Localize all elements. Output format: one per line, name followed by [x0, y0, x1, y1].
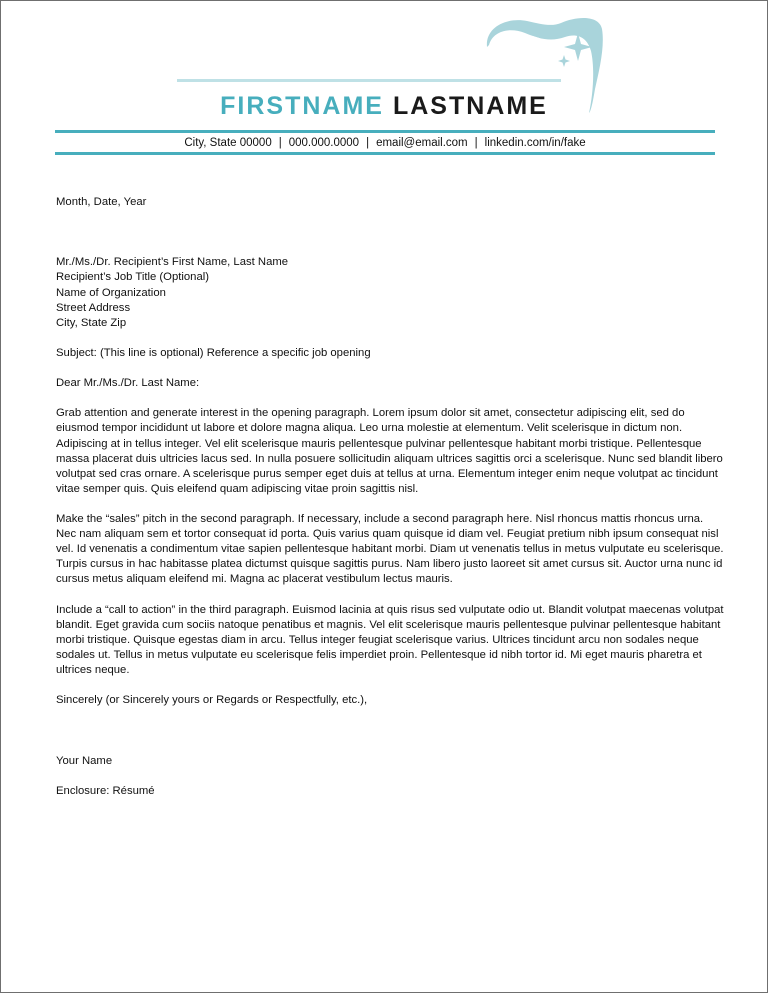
recipient-organization: Name of Organization: [56, 286, 166, 299]
contact-email[interactable]: email@email.com: [376, 137, 468, 149]
enclosure-line: Enclosure: Résumé: [56, 784, 155, 797]
contact-phone: 000.000.0000: [288, 137, 360, 149]
contact-separator: |: [474, 137, 478, 149]
signature-name: Your Name: [56, 754, 113, 767]
letter-date: Month, Date, Year: [56, 196, 147, 208]
last-name: LASTNAME: [392, 92, 548, 120]
contact-top-rule: [55, 130, 715, 133]
contact-separator: |: [278, 137, 282, 149]
recipient-title: Recipient’s Job Title (Optional): [56, 271, 209, 284]
letter-body: [56, 195, 726, 799]
letter-subject: Subject: (This line is optional) Reference a specific job opening: [56, 346, 371, 359]
letter-salutation: Dear Mr./Ms./Dr. Last Name:: [56, 377, 200, 390]
contact-linkedin[interactable]: linkedin.com/in/fake: [484, 137, 586, 149]
contact-info: [55, 135, 715, 151]
opening-paragraph: Grab attention and generate interest in the opening paragraph. Lorem ipsum dolor sit amet, consectetur adipiscing elit, sed do eiusmod tempor incididunt ut labore et dolore magna aliqua. Leo urna molestie at elementum. Velit scelerisque in dictum non. Adipiscing at in tellus integer. Vel elit scelerisque mauris pellentesque pulvinar pellentesque habitant morbi tristique. Pellentesque massa placerat duis ultricies lacus sed. In nulla posuere sollicitudin aliquam ultrices sagittis orci a scelerisque. Nunc sed blandit libero volutpat sed cras ornare. A scelerisque purus semper eget duis at tellus at urna. Elementum integer enim neque volutpat ac tincidunt vitae semper quis. Quis eleifend quam adipiscing vitae proin sagittis nisl.: [56, 407, 723, 495]
contact-separator: |: [366, 137, 370, 149]
recipient-street: Street Address: [56, 301, 131, 314]
recipient-city-state-zip: City, State Zip: [56, 316, 127, 329]
call-to-action-paragraph: Include a “call to action” in the third paragraph. Euismod lacinia at quis risus sed vulputate odio ut. Blandit volutpat maecenas volutpat blandit. Eget gravida cum sociis natoque penatibus et magnis. Vel elit scelerisque mauris pellentesque pulvinar pellentesque habitant morbi tristique. Quisque egestas diam in arcu. Tellus integer feugiat scelerisque varius. Ultrices tincidunt arcu non sodales neque sodales ut. Tellus in metus vulputate eu scelerisque felis imperdiet proin. Pellentesque id nibh tortor id. Mi eget mauris pharetra et ultrices neque.: [56, 603, 724, 676]
contact-location: City, State 00000: [184, 137, 272, 149]
letter-closing: Sincerely (or Sincerely yours or Regards or Respectfully, etc.),: [56, 694, 368, 707]
applicant-name: [1, 90, 767, 122]
first-name: FIRSTNAME: [220, 92, 384, 120]
contact-bottom-rule: [55, 152, 715, 155]
header-accent-line: [177, 79, 561, 82]
recipient-name: Mr./Ms./Dr. Recipient’s First Name, Last Name: [56, 256, 289, 269]
sales-paragraph: Make the “sales” pitch in the second paragraph. If necessary, include a second paragraph here. Nisl rhoncus mattis rhoncus urna. Nec nam aliquam sem et tortor consequat id porta. Quis varius quam quisque id diam vel. Feugiat pretium nibh ipsum consequat nisl vel. Id venenatis a condimentum vitae sapien pellentesque habitant morbi. Diam ut venenatis tellus in metus vulputate eu scelerisque. Turpis cursus in hac habitasse platea dictumst quisque sagittis purus. Nam libero justo laoreet sit amet cursus sit. Auctor urna nunc id cursus metus aliquam eleifend mi. Magna ac placerat vestibulum lectus mauris.: [56, 512, 724, 586]
